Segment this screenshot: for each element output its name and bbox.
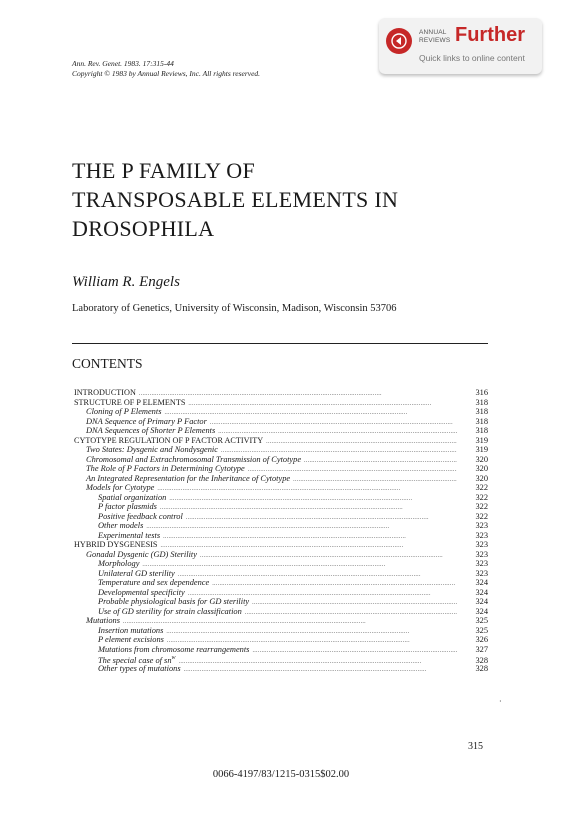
toc-entry	[74, 388, 488, 398]
toc-entry	[74, 436, 488, 446]
toc-entry-title: P factor plasmids	[98, 502, 157, 511]
toc-entry-title: Use of GD sterility for strain classification	[98, 606, 242, 616]
toc-leader-dots	[252, 645, 457, 657]
toc-entry-page: 323	[475, 568, 488, 578]
toc-entry-page: 322	[475, 483, 488, 492]
toc-entry	[74, 635, 488, 645]
toc-entry-title: STRUCTURE OF P ELEMENTS	[74, 397, 186, 407]
divider	[72, 343, 488, 344]
toc-entry-title: Insertion mutations	[98, 625, 164, 635]
toc-entry-page: 318	[475, 407, 488, 416]
toc-entry	[74, 578, 488, 588]
toc-entry-title: Experimental tests	[98, 530, 161, 540]
toc-entry-page: 324	[475, 606, 488, 616]
citation-journal: Ann. Rev. Genet. 1983. 17:315-44	[72, 59, 174, 68]
toc-entry	[74, 512, 488, 522]
toc-entry-page: 316	[475, 388, 488, 397]
toc-entry	[74, 654, 488, 664]
toc-entry-title: Unilateral GD sterility	[98, 568, 175, 578]
toc-entry-page: 320	[475, 473, 488, 483]
toc-entry-page: 320	[475, 464, 488, 473]
toc-entry-title: Mutations from chromosome rearrangements	[98, 644, 250, 654]
toc-leader-dots	[184, 664, 457, 676]
toc-entry	[74, 607, 488, 617]
toc-entry-title: Gonadal Dysgenic (GD) Sterility	[86, 549, 197, 559]
further-links-banner[interactable]	[379, 18, 542, 74]
toc-entry-title: Other types of mutations	[98, 663, 181, 673]
toc-entry-title: Other models	[98, 521, 144, 530]
toc-entry	[74, 645, 488, 655]
toc-entry-page: 327	[475, 644, 488, 654]
toc-entry	[74, 531, 488, 541]
toc-entry-title: Developmental specificity	[98, 587, 185, 597]
citation	[72, 59, 260, 79]
toc-entry-title: Two States: Dysgenic and Nondysgenic	[86, 445, 218, 454]
table-of-contents	[74, 388, 488, 673]
quick-links-tagline: Quick links to online content	[419, 53, 525, 63]
toc-entry	[74, 588, 488, 598]
toc-entry	[74, 597, 488, 607]
toc-entry	[74, 483, 488, 493]
toc-entry	[74, 521, 488, 531]
toc-entry-title: Spatial organization	[98, 492, 167, 502]
toc-entry-page: 324	[475, 578, 488, 587]
toc-entry	[74, 550, 488, 560]
toc-entry-page: 328	[475, 663, 488, 673]
toc-entry-page: 322	[475, 502, 488, 511]
publisher-name: ANNUAL REVIEWS	[419, 29, 451, 44]
toc-entry	[74, 474, 488, 484]
toc-entry-page: 323	[475, 559, 488, 568]
toc-entry-page: 322	[475, 492, 488, 502]
contents-heading: CONTENTS	[72, 356, 143, 371]
toc-entry	[74, 445, 488, 455]
toc-entry-page: 318	[475, 397, 488, 407]
toc-entry-title: CYTOTYPE REGULATION OF P FACTOR ACTIVITY	[74, 435, 264, 445]
toc-entry-title: Morphology	[98, 559, 140, 568]
toc-entry	[74, 426, 488, 436]
author-affiliation: Laboratory of Genetics, University of Wisconsin, Madison, Wisconsin 53706	[72, 303, 397, 314]
toc-entry	[74, 417, 488, 427]
toc-entry-page: 324	[475, 587, 488, 597]
toc-entry-page: 320	[475, 454, 488, 464]
toc-entry-page: 323	[475, 549, 488, 559]
further-label: Further	[455, 24, 525, 46]
toc-entry	[74, 626, 488, 636]
toc-entry	[74, 407, 488, 417]
author-name: William R. Engels	[72, 274, 180, 290]
toc-entry-title: The special case of $sn^w$	[98, 655, 176, 665]
toc-entry	[74, 569, 488, 579]
toc-entry	[74, 502, 488, 512]
toc-entry-page: 328	[475, 655, 488, 665]
toc-entry-title: Chromosomal and Extrachromosomal Transmission of Cytotype	[86, 454, 302, 464]
toc-entry-page: 318	[475, 426, 488, 435]
price-code-footer: 0066-4197/83/1215-0315$02.00	[212, 769, 350, 780]
toc-entry-page: 319	[475, 435, 488, 445]
toc-entry	[74, 398, 488, 408]
toc-entry	[74, 559, 488, 569]
toc-entry	[74, 455, 488, 465]
toc-entry-page: 325	[475, 625, 488, 635]
toc-entry	[74, 664, 488, 674]
toc-entry-page: 323	[475, 540, 488, 549]
toc-entry-page: 323	[475, 521, 488, 530]
toc-entry	[74, 493, 488, 503]
toc-entry	[74, 616, 488, 626]
article-title: THE P FAMILY OF TRANSPOSABLE ELEMENTS IN DROSOPHILA	[72, 158, 399, 241]
toc-entry-page: 323	[475, 530, 488, 540]
annual-reviews-logo-icon	[386, 28, 412, 54]
toc-entry-title: An Integrated Representation for the Inheritance of Cytotype	[86, 473, 291, 483]
toc-entry-title: Temperature and sex dependence	[98, 578, 210, 587]
page-number: 315	[468, 741, 483, 752]
toc-entry-title: HYBRID DYSGENESIS	[74, 540, 158, 549]
toc-entry-title: The Role of P Factors in Determining Cytotype	[86, 464, 245, 473]
toc-entry-title: P element excisions	[98, 635, 164, 644]
toc-entry-page: 325	[475, 616, 488, 625]
citation-copyright: Copyright © 1983 by Annual Reviews, Inc. All rights reserved.	[72, 69, 261, 78]
toc-entry-title: Mutations	[86, 616, 120, 625]
toc-entry-title: DNA Sequence of Primary P Factor	[86, 416, 207, 426]
toc-entry-page: 326	[475, 635, 488, 644]
toc-entry	[74, 464, 488, 474]
toc-entry-page: 324	[475, 597, 488, 606]
toc-entry-title: Models for Cytotype	[86, 483, 155, 492]
toc-entry-title: Probable physiological basis for GD sterility	[98, 597, 250, 606]
stray-mark: ·	[499, 697, 502, 706]
toc-entry-title: DNA Sequences of Shorter P Elements	[86, 426, 216, 435]
toc-entry-title: Cloning of P Elements	[86, 407, 162, 416]
toc-entry-page: 318	[475, 416, 488, 426]
toc-entry-title: INTRODUCTION	[74, 388, 136, 397]
toc-entry-page: 319	[475, 445, 488, 454]
toc-entry-page: 322	[475, 511, 488, 521]
toc-entry-title: Positive feedback control	[98, 511, 183, 521]
toc-entry	[74, 540, 488, 550]
